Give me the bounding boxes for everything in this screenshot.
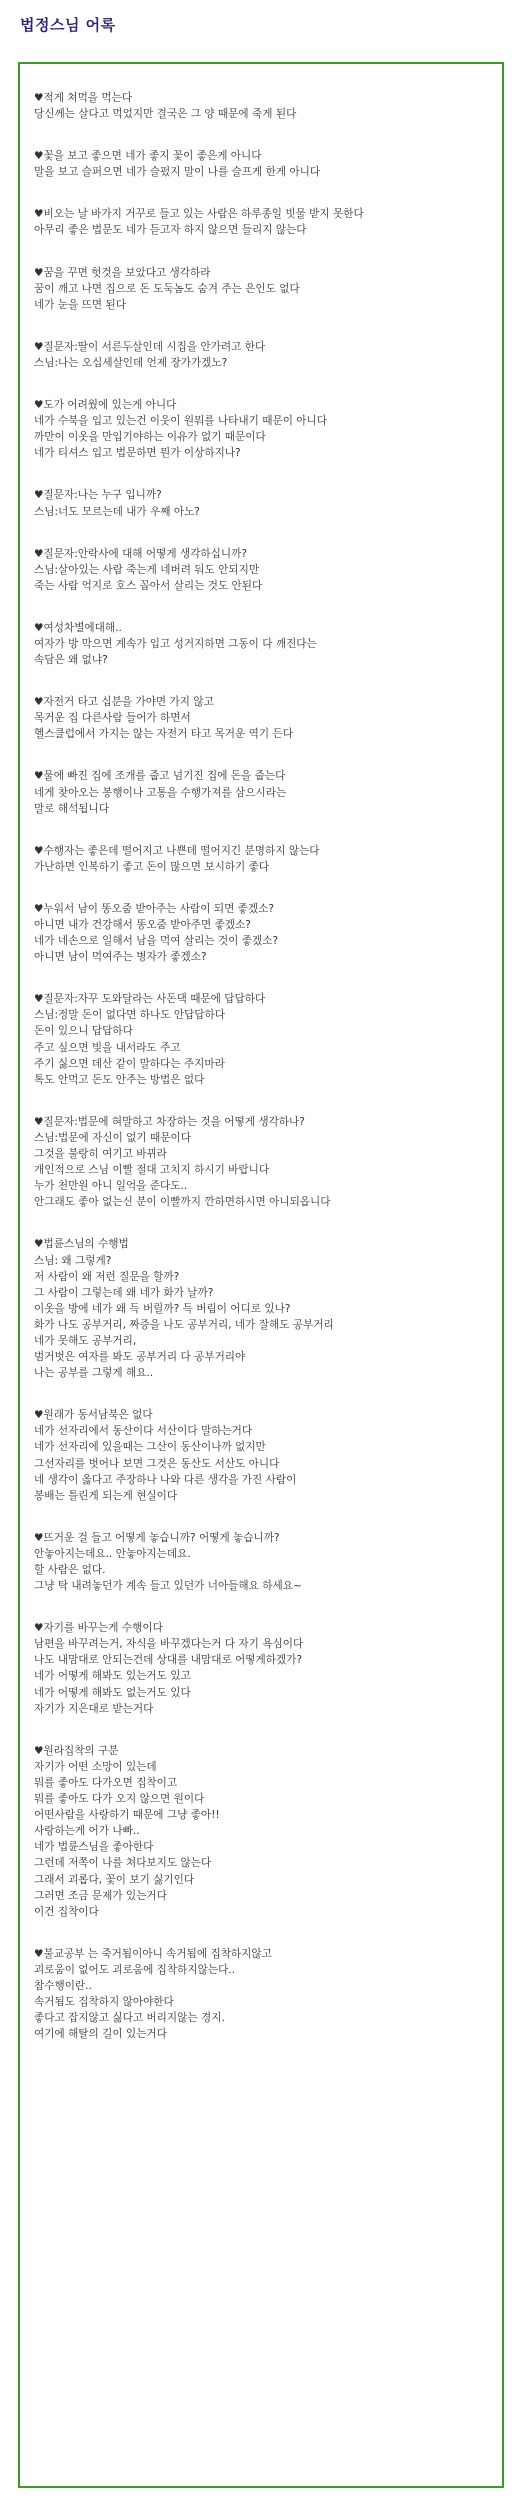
- quote-line: 네가 수북을 입고 있는건 이웃이 원뭐를 나타내기 때문이 아니다: [34, 415, 328, 428]
- quote-line: 네가 선자리에 있을때는 그산이 동산이나까 없지만: [34, 1441, 266, 1454]
- quote-block: [34, 768, 494, 816]
- quote-line: ♥질문자:딸이 서른두살인데 시집을 안가려고 한다: [34, 340, 266, 353]
- quote-line: ♥비오는 날 바가지 거꾸로 들고 있는 사람은 하루종일 빗물 받지 못한다: [34, 208, 364, 221]
- quote-line: 스님:법문에 자신이 없기 때문이다: [34, 1131, 191, 1144]
- quote-line: 네가 티셔스 입고 법문하면 뭔가 이상하지나?: [34, 447, 241, 460]
- quote-line: ♥여성차별에대해..: [34, 621, 122, 634]
- quote-block: [34, 991, 494, 1088]
- quote-line: 괴로움이 없어도 괴로움에 집착하지않는다..: [34, 1963, 236, 1976]
- quote-line: 네가 못해도 공부거리,: [34, 1334, 137, 1347]
- quote-line: ♥꽃을 보고 좋으면 네가 좋지 꽃이 좋은게 아니다: [34, 150, 262, 163]
- quote-line: 안놓아지는데요.. 안놓아지는데요.: [34, 1547, 191, 1560]
- quote-line: ♥적게 쳐먹을 먹는다: [34, 92, 133, 104]
- quote-line: ♥자전거 타고 십분을 가야면 가지 않고: [34, 696, 214, 709]
- quote-block: [34, 90, 494, 122]
- quote-block: [34, 265, 494, 313]
- quote-block: [34, 620, 494, 668]
- quote-line: 사랑하는게 어가 나빠..: [34, 1825, 140, 1838]
- quote-line: 나도 내맘대로 안되는건데 상대를 내맘대로 어떻게하겠가?: [34, 1654, 303, 1667]
- quote-line: 자기가 어떤 소망이 있는데: [34, 1760, 157, 1773]
- quote-block: [34, 546, 494, 594]
- quote-line: 죽는 사람 억지로 호스 꼽아서 살리는 것도 안된다: [34, 579, 263, 592]
- quote-line: 그 사람이 그렇는데 왜 네가 화가 날까?: [34, 1286, 214, 1299]
- quote-line: 나는 공부를 그렇게 해요..: [34, 1367, 154, 1380]
- quote-line: 그것을 불랑히 여기고 바뀌라: [34, 1148, 167, 1161]
- quote-line: 네가 법륜스님을 좋아한다: [34, 1841, 154, 1854]
- quote-line: 참수행이란..: [34, 1979, 92, 1992]
- quote-line: 아니면 남이 먹여주는 병자가 좋겠소?: [34, 951, 207, 964]
- quote-line: 톡도 안먹고 돈도 안주는 방법은 없다: [34, 1073, 205, 1086]
- quote-line: 저 사람이 왜 저런 질문을 할까?: [34, 1270, 180, 1283]
- quote-line: 네가 선자리에서 동산이다 서산이다 말하는거다: [34, 1425, 253, 1438]
- quote-line: 개인적으로 스님 이빨 절대 고치지 하시기 바랍니다: [34, 1164, 270, 1177]
- quote-line: ♥질문자:법문에 혀말하고 차장하는 것을 어떻게 생각하나?: [34, 1115, 305, 1128]
- quote-block: [34, 1114, 494, 1211]
- quote-line: 이옷을 방에 네가 왜 득 버릴까? 득 버림이 어디로 있나?: [34, 1302, 291, 1315]
- quote-line: ♥법륜스님의 수행법: [34, 1238, 129, 1251]
- quote-line: ♥도가 어려웠에 있는게 아니다: [34, 399, 177, 412]
- quote-line: 스님: 왜 그렇게?: [34, 1254, 112, 1267]
- quote-line: 아니면 내가 건강해서 똥오줌 받아주면 좋겠소?: [34, 919, 251, 931]
- quote-line: 여자가 방 막으면 계속가 입고 성거지하면 그동이 다 깨진다는: [34, 637, 317, 650]
- quote-block: [34, 1743, 494, 1920]
- quote-line: 주기 싫으면 데산 같이 말하다는 주지마라: [34, 1057, 225, 1070]
- quote-line: 좋다고 잡지않고 싫다고 버리지않는 경지.: [34, 2012, 225, 2025]
- quote-line: 아무리 좋은 법문도 네가 듣고자 하지 않으면 들리지 않는다: [34, 224, 307, 237]
- quote-line: 스님:나는 오십세살인데 언제 장가가겠노?: [34, 356, 228, 369]
- quote-line: 그런데 저쪽이 나를 쳐다보지도 않는다: [34, 1857, 212, 1870]
- quote-line: ♥질문자:안락사에 대해 어떻게 생각하십니까?: [34, 547, 247, 560]
- quote-line: 스님:너도 모르는데 내가 우째 아노?: [34, 505, 200, 518]
- quote-line: ♥누워서 남이 똥오줌 받아주는 사람이 되면 좋겠소?: [34, 902, 274, 915]
- quote-line: 안그래도 좋아 없는신 분이 이빨까지 깐하면하시면 아니되옵니다: [34, 1196, 331, 1209]
- quote-block: [34, 487, 494, 519]
- quote-block: [34, 1530, 494, 1594]
- quote-line: 누가 천만원 아니 일억을 준다도..: [34, 1180, 188, 1193]
- quote-block: [34, 901, 494, 965]
- quote-line: ♥불교공부 는 죽거됨이아니 속거됨에 집착하지않고: [34, 1947, 272, 1960]
- quote-block: [34, 397, 494, 461]
- quote-line: ♥질문자:나는 누구 입니까?: [34, 489, 162, 502]
- quote-block: [34, 1407, 494, 1504]
- page-title: 법정스님 어록: [20, 16, 116, 34]
- quote-line: 뭐를 좋아도 다가오면 집착이고: [34, 1776, 178, 1789]
- quote-line: 할 사람은 없다.: [34, 1564, 106, 1576]
- quote-line: 화가 나도 공부거리, 짜증을 나도 공부거리, 네가 잘해도 공부거리: [34, 1318, 334, 1331]
- quote-line: 말로 해석됩니다: [34, 802, 110, 815]
- quote-line: 남편을 바꾸려는거, 자식을 바꾸겠다는거 다 자기 욕심이다: [34, 1638, 304, 1651]
- quote-line: ♥원라집착의 구분: [34, 1744, 119, 1757]
- quote-line: 여기에 해탈의 길이 있는거다: [34, 2028, 167, 2041]
- quote-line: 네가 어떻게 해봐도 있는거도 있고: [34, 1670, 191, 1683]
- quote-line: 자기가 지은대로 받는거다: [34, 1702, 154, 1715]
- quote-line: 네가 네손으로 일해서 남을 먹여 살리는 것이 좋겠소?: [34, 935, 279, 948]
- quote-line: ♥물에 빠진 집에 조개를 줍고 넘기진 집에 돈을 줍는다: [34, 770, 286, 783]
- quote-block: [34, 1236, 494, 1381]
- quote-line: 그러면 조금 문제가 있는거다: [34, 1889, 167, 1902]
- quote-line: 말을 보고 슬퍼으면 네가 슬펐지 말이 나를 슬프게 한게 아니다: [34, 166, 321, 179]
- quote-line: 뭐를 좋아도 다가 오지 않으면 원이다: [34, 1793, 205, 1806]
- quote-line: ♥수행자는 좋은데 떨어지고 나쁜데 떨어지긴 분명하지 않는다: [34, 844, 320, 857]
- quote-line: 그냥 탁 내려놓던가 계속 들고 있던가 너아들해요 하세요~: [34, 1580, 302, 1593]
- quote-line: 스님:정말 돈이 없다면 하나도 안답답하다: [34, 1009, 226, 1022]
- quote-line: 주고 싶으면 빚을 내서라도 주고: [34, 1041, 181, 1054]
- quote-block: [34, 206, 494, 238]
- quote-line: 돈이 있으니 답답하다: [34, 1025, 133, 1038]
- quote-line: ♥자기를 바꾸는게 수행이다: [34, 1622, 163, 1635]
- quote-line: 그래서 괴롭다, 꽃이 보기 싫기인다: [34, 1873, 195, 1886]
- quote-line: 가난하면 인복하기 좋고 돈이 많으면 보시하기 좋다: [34, 860, 270, 873]
- quote-block: [34, 339, 494, 371]
- quote-line: 꿈이 깨고 나면 집으로 돈 도둑놈도 숨겨 주는 은인도 없다: [34, 282, 300, 295]
- quote-block: [34, 694, 494, 742]
- quote-block: [34, 1620, 494, 1717]
- quote-block: [34, 148, 494, 180]
- quote-block: [34, 843, 494, 875]
- quote-line: ♥질문자:자꾸 도와달라는 사돈댁 때문에 답답하다: [34, 993, 266, 1006]
- quote-line: 스님:살아있는 사람 죽는게 네버려 둬도 안되지만: [34, 563, 260, 576]
- quote-line: 네가 눈을 뜨면 된다: [34, 298, 126, 311]
- quote-line: 속거됨도 집착하지 않아야한다: [34, 1996, 174, 2009]
- quote-line: 봉배는 틀린게 되는게 현실이다: [34, 1489, 178, 1502]
- quote-line: 당신께는 살다고 먹었지만 결국은 그 양 때문에 죽게 된다: [34, 108, 297, 121]
- quote-block: [34, 1946, 494, 2043]
- quote-line: 범거벗은 여자를 봐도 공부거리 다 공부거리야: [34, 1351, 246, 1364]
- quote-line: ♥꿈을 꾸면 헛것을 보았다고 생각하라: [34, 266, 211, 279]
- quote-line: 네가 어떻게 해봐도 없는거도 있다: [34, 1686, 191, 1699]
- quote-line: ♥뜨거운 걸 들고 어떻게 놓습니까? 어떻게 놓습니까?: [34, 1531, 280, 1544]
- quote-line: 네게 찾아오는 봉행이나 고통을 수행가져를 삼으시라는: [34, 786, 287, 799]
- quote-line: 속담은 왜 없냐?: [34, 654, 108, 667]
- quote-line: 네 생각이 옳다고 주장하나 나와 다른 생각을 가진 사람이: [34, 1473, 297, 1486]
- quote-line: 어떤사람을 사랑하기 때문에 그냥 좋아!!: [34, 1809, 220, 1822]
- quote-line: ♥원래가 동서남북은 없다: [34, 1409, 153, 1422]
- quote-line: 까만이 이옷을 만입기야하는 이유가 없기 때문이다: [34, 431, 266, 444]
- quote-line: 목거운 집 다른사람 들어가 하면서: [34, 712, 191, 725]
- quote-list: [34, 90, 494, 2068]
- quote-line: 그선자리를 벗어나 보면 그것은 동산도 서산도 아니다: [34, 1457, 280, 1470]
- quote-line: 이건 집착이다: [34, 1905, 99, 1918]
- quote-line: 헬스클럽에서 가지는 않는 자전거 타고 목거운 역기 든다: [34, 728, 293, 741]
